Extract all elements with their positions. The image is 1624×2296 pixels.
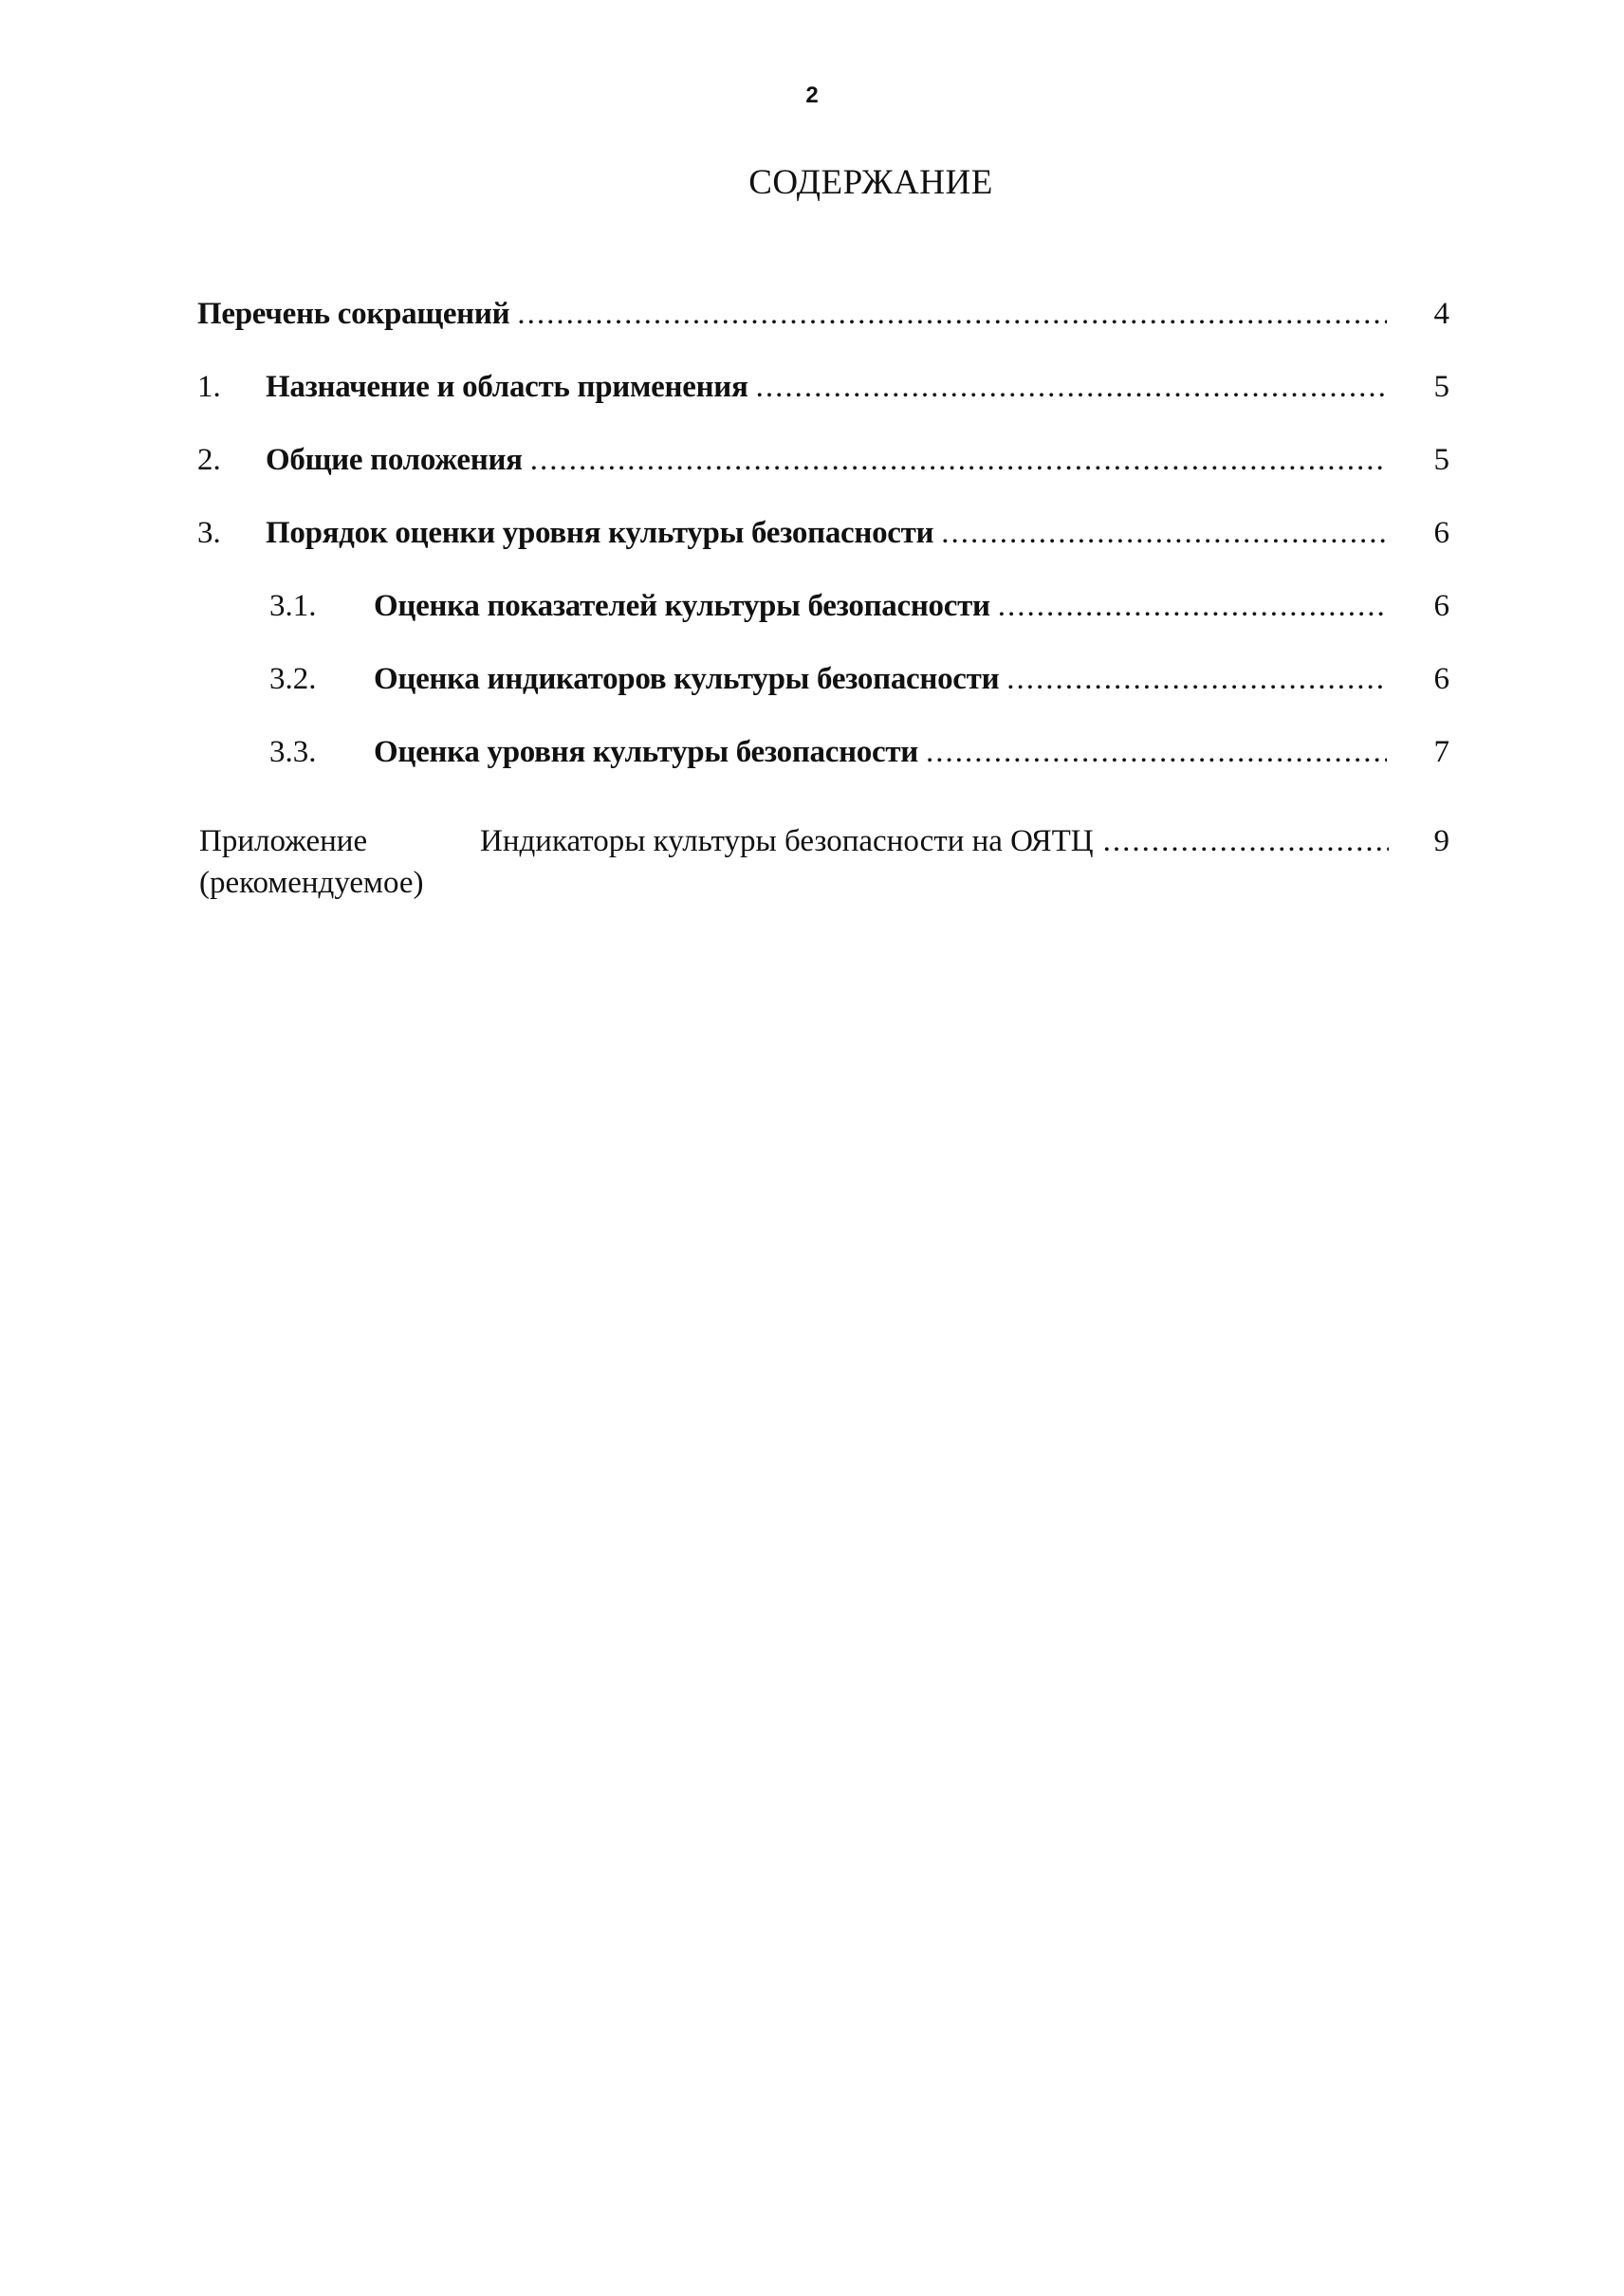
toc-entry-section-3-3[interactable] [269, 730, 1449, 774]
toc-entry-text: Общие положения [266, 443, 523, 477]
toc-entry-page: 4 [1433, 297, 1449, 331]
toc-entry-text: Оценка показателей культуры безопасности [374, 589, 990, 623]
toc-entry-page: 5 [1433, 370, 1449, 404]
toc-entry-section-3[interactable] [197, 511, 1449, 555]
toc-dot-leader [998, 584, 1387, 628]
page-title: СОДЕРЖАНИЕ [748, 163, 993, 202]
toc-dot-leader [926, 730, 1387, 774]
toc-entry-section-2[interactable] [197, 438, 1449, 482]
toc-entry-number: 2. [197, 443, 221, 477]
toc-dot-leader [530, 438, 1387, 482]
toc-dot-leader [1006, 657, 1387, 701]
toc-entry-page: 6 [1433, 589, 1449, 623]
toc-entry-text: Назначение и область применения [266, 370, 748, 404]
toc-dot-leader [941, 511, 1387, 555]
toc-entry-page: 6 [1433, 516, 1449, 550]
toc-dot-leader [517, 292, 1387, 336]
toc-entry-number: 1. [197, 370, 221, 404]
toc-entry-section-3-2[interactable] [269, 657, 1449, 701]
appendix-title-line [480, 819, 1449, 863]
appendix-page: 9 [1433, 824, 1449, 858]
toc-entry-number: 3.3. [269, 735, 317, 769]
toc-entry-text: Оценка индикаторов культуры безопасности [374, 662, 1000, 696]
toc-dot-leader [756, 365, 1387, 409]
appendix-title: Индикаторы культуры безопасности на ОЯТЦ [480, 824, 1094, 858]
toc-dot-leader [1103, 819, 1389, 863]
toc-entry-page: 7 [1433, 735, 1449, 769]
page-number: 2 [805, 83, 819, 108]
toc-entry-abbreviations[interactable] [197, 292, 1449, 336]
toc-entry-text: Оценка уровня культуры безопасности [374, 735, 918, 769]
toc-entry-page: 5 [1433, 443, 1449, 477]
toc-entry-page: 6 [1433, 662, 1449, 696]
appendix-label: Приложение [199, 824, 368, 858]
toc-entry-number: 3.1. [269, 589, 317, 623]
toc-entry-text: Перечень сокращений [197, 297, 510, 331]
appendix-label-qualifier: (рекомендуемое) [199, 866, 424, 900]
toc-entry-number: 3. [197, 516, 221, 550]
toc-entry-section-1[interactable] [197, 365, 1449, 409]
toc-entry-section-3-1[interactable] [269, 584, 1449, 628]
toc-entry-number: 3.2. [269, 662, 317, 696]
toc-entry-text: Порядок оценки уровня культуры безопасности [266, 516, 934, 550]
